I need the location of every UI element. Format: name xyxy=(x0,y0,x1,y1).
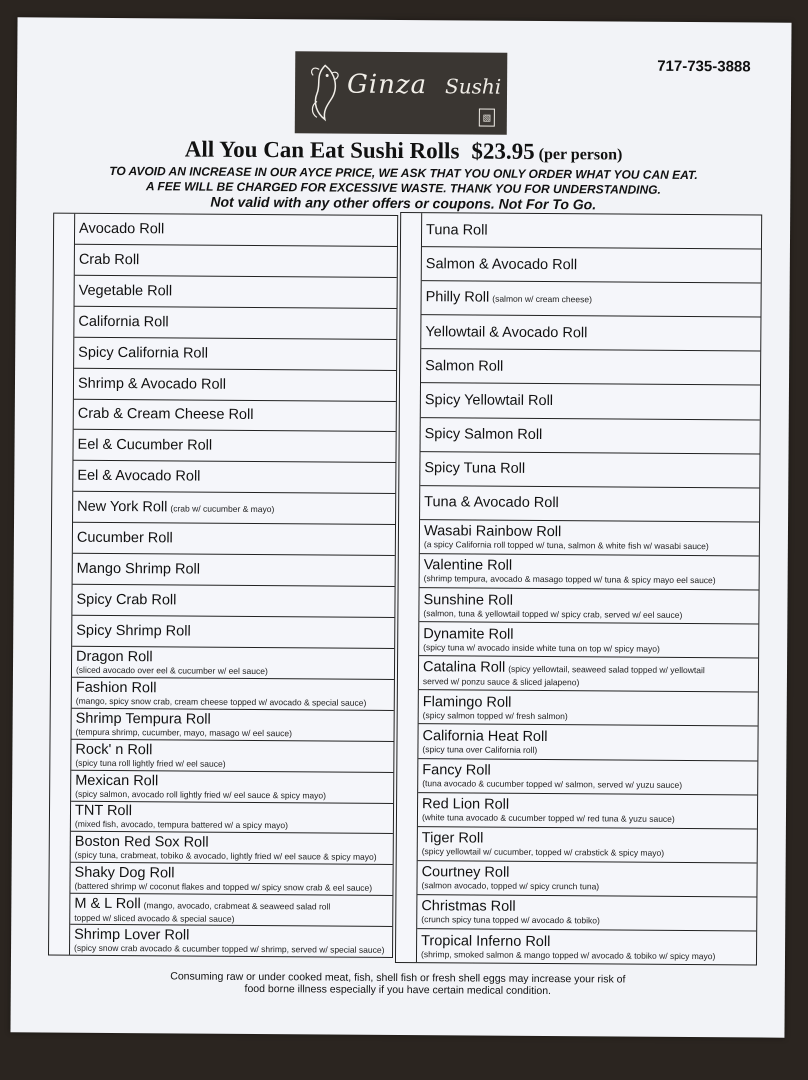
menu-item[interactable] xyxy=(72,647,394,680)
menu-item-name: Crab Roll xyxy=(78,251,140,269)
menu-item-description: (spicy tuna, crabmeat, tobiko & avocado, lightly fried w/ eel sauce & spicy mayo) xyxy=(74,850,377,863)
menu-item-name: Cucumber Roll xyxy=(76,529,173,547)
menu-item-line xyxy=(425,324,760,342)
menu-item[interactable] xyxy=(74,337,396,370)
menu-item[interactable] xyxy=(74,368,396,401)
menu-item[interactable] xyxy=(74,399,396,432)
menu-item-line xyxy=(78,437,396,455)
menu-item-line xyxy=(78,375,396,393)
menu-item-description: topped w/ sliced avocado & special sauce) xyxy=(74,912,235,924)
menu-item-note: (crab w/ cucumber & mayo) xyxy=(170,503,275,514)
menu-item-name: Courtney Roll xyxy=(421,864,510,882)
menu-item-description: (salmon, tuna & yellowtail topped w/ spicy crab, served w/ eel sauce) xyxy=(423,607,683,620)
menu-item-description: (spicy tuna roll lightly fried w/ eel sauce) xyxy=(75,757,226,769)
menu-item[interactable] xyxy=(71,770,393,803)
menu-item[interactable] xyxy=(73,430,395,463)
menu-item[interactable] xyxy=(422,213,761,249)
menu-item[interactable] xyxy=(418,759,757,795)
menu-item-line xyxy=(76,623,394,641)
menu-item-line xyxy=(425,392,760,410)
menu-item-name: M & L Roll xyxy=(74,895,141,912)
menu-item[interactable] xyxy=(420,554,759,590)
menu-item[interactable] xyxy=(419,622,758,658)
menu-item[interactable] xyxy=(419,656,758,692)
menu-item[interactable] xyxy=(73,523,395,556)
menu-item-note: (mango, avocado, crabmeat & seaweed salad roll xyxy=(143,899,331,912)
menu-item-name: Yellowtail & Avocado Roll xyxy=(425,323,588,342)
menu-item-name: Spicy Yellowtail Roll xyxy=(424,392,554,410)
menu-item-name: Spicy Shrimp Roll xyxy=(76,622,191,640)
menu-item[interactable] xyxy=(421,350,760,386)
menu-item-line xyxy=(426,256,761,274)
menu-item-name: Shrimp Tempura Roll xyxy=(75,710,211,728)
menu-item-name: Red Lion Roll xyxy=(422,796,510,813)
menu-item-description: (a spicy California roll topped w/ tuna, salmon & white fish w/ wasabi sauce) xyxy=(423,539,709,552)
menu-item[interactable] xyxy=(74,306,396,339)
menu-paper xyxy=(10,17,791,1037)
menu-item-line xyxy=(77,561,395,579)
menu-item[interactable] xyxy=(70,925,392,957)
menu-item-name: Boston Red Sox Roll xyxy=(74,834,209,852)
menu-item-name: Eel & Avocado Roll xyxy=(77,468,201,485)
menu-item-line xyxy=(79,283,397,301)
menu-item-line xyxy=(79,221,397,239)
notice-line-1: TO AVOID AN INCREASE IN OUR AYCE PRICE, WE ASK THAT YOU ONLY ORDER WHAT YOU CAN EAT. xyxy=(109,163,698,183)
phone-number: 717-735-3888 xyxy=(657,57,751,76)
menu-item[interactable] xyxy=(418,725,757,761)
menu-item-description: (mixed fish, avocado, tempura battered w/ a spicy mayo) xyxy=(74,819,289,831)
menu-item[interactable] xyxy=(421,281,760,317)
menu-item-name: Shaky Dog Roll xyxy=(74,865,175,882)
menu-item[interactable] xyxy=(73,554,395,587)
menu-item-description: (spicy salmon, avocado roll lightly fried w/ eel sauce & spicy mayo) xyxy=(75,788,327,801)
menu-item-description: served w/ ponzu sauce & sliced jalapeno) xyxy=(422,676,580,688)
menu-item-name: Spicy California Roll xyxy=(78,344,209,362)
menu-item-description: (tempura shrimp, cucumber, mayo, masago w/ eel sauce) xyxy=(75,726,292,738)
menu-item-name: Spicy Tuna Roll xyxy=(424,460,526,478)
menu-item-note: (salmon w/ cream cheese) xyxy=(492,293,592,305)
menu-item[interactable] xyxy=(419,588,758,624)
menu-item-line xyxy=(78,344,396,362)
menu-item-name: Shrimp Lover Roll xyxy=(74,926,190,944)
menu-item-line xyxy=(424,460,759,478)
menu-item[interactable] xyxy=(421,384,760,420)
menu-item-line xyxy=(76,592,394,610)
menu-item-description: (spicy salmon topped w/ fresh salmon) xyxy=(422,710,568,722)
menu-item-name: Tropical Inferno Roll xyxy=(421,932,551,950)
menu-item[interactable] xyxy=(420,452,759,488)
menu-column-left xyxy=(48,213,398,958)
menu-item[interactable] xyxy=(70,894,392,927)
menu-item[interactable] xyxy=(421,315,760,351)
menu-list-left xyxy=(70,214,397,957)
menu-item-description: (mango, spicy snow crab, cream cheese topped w/ avocado & special sauce) xyxy=(75,695,367,708)
menu-item[interactable] xyxy=(75,245,397,278)
menu-item-name: Salmon & Avocado Roll xyxy=(425,255,578,273)
menu-item-description: (crunch spicy tuna topped w/ avocado & tobiko) xyxy=(421,914,600,926)
menu-item-name: New York Roll xyxy=(77,498,168,516)
menu-item-name: Christmas Roll xyxy=(421,898,516,916)
menu-item-name: Sunshine Roll xyxy=(423,591,514,609)
restaurant-logo xyxy=(295,51,508,134)
menu-item-name: Tuna & Avocado Roll xyxy=(424,494,559,512)
menu-item[interactable] xyxy=(73,461,395,494)
menu-item-name: California Roll xyxy=(78,313,169,331)
menu-item[interactable] xyxy=(419,690,758,726)
menu-item-name: Rock' n Roll xyxy=(75,741,153,758)
menu-item-description: (battered shrimp w/ coconut flakes and topped w/ spicy snow crab & eel sauce) xyxy=(74,881,373,894)
menu-item-name: Crab & Cream Cheese Roll xyxy=(77,406,254,424)
menu-item-name: Dragon Roll xyxy=(76,648,153,666)
menu-item-name: Tiger Roll xyxy=(421,830,484,847)
menu-item-name: Avocado Roll xyxy=(79,220,165,238)
menu-item[interactable] xyxy=(422,247,761,283)
menu-item-description: (spicy tuna over California roll) xyxy=(422,744,538,755)
menu-item-description: (spicy tuna w/ avocado inside white tuna on top w/ spicy mayo) xyxy=(423,641,660,654)
page-title xyxy=(17,135,791,166)
menu-item[interactable] xyxy=(71,739,393,772)
menu-item[interactable] xyxy=(418,793,757,829)
menu-item-name: Mexican Roll xyxy=(75,772,159,789)
menu-item-line xyxy=(77,498,395,517)
per-person-label: (per person) xyxy=(538,145,623,164)
menu-item-name: Shrimp & Avocado Roll xyxy=(77,375,227,393)
logo-text-sushi: Sushi xyxy=(444,74,502,99)
warning-line-1: Consuming raw or under cooked meat, fish, shell fish or fresh shell eggs may increase your risk of xyxy=(170,970,626,986)
logo-text: Ginza xyxy=(346,69,428,101)
menu-list-right xyxy=(417,213,761,964)
menu-item[interactable] xyxy=(417,929,756,964)
menu-item-line xyxy=(79,252,397,270)
menu-item-description: (spicy yellowtail w/ cucumber, topped w/ crabstick & spicy mayo) xyxy=(421,846,665,859)
menu-item-name: Fashion Roll xyxy=(75,679,157,697)
menu-item-name: Wasabi Rainbow Roll xyxy=(423,523,562,541)
notice-line-2: A FEE WILL BE CHARGED FOR EXCESSIVE WASTE. THANK YOU FOR UNDERSTANDING. xyxy=(145,179,661,197)
menu-item-name: Mango Shrimp Roll xyxy=(76,560,201,578)
menu-item[interactable] xyxy=(71,832,393,865)
menu-item-name: Fancy Roll xyxy=(422,762,491,779)
menu-item-name: Philly Roll xyxy=(425,289,490,306)
menu-item[interactable] xyxy=(73,492,395,525)
menu-item-line xyxy=(425,426,760,444)
menu-item-name: Vegetable Roll xyxy=(78,282,173,300)
menu-item[interactable] xyxy=(71,801,393,834)
menu-item-line xyxy=(78,406,396,424)
seal-icon: ▧ xyxy=(479,109,495,127)
menu-item[interactable] xyxy=(70,863,392,896)
menu-item[interactable] xyxy=(418,827,757,863)
menu-item-line xyxy=(425,358,760,376)
menu-item[interactable] xyxy=(75,276,397,309)
menu-item-name: Salmon Roll xyxy=(425,358,504,375)
menu-item[interactable] xyxy=(72,678,394,711)
menu-item-name: Catalina Roll xyxy=(422,659,506,676)
menu-item-description: (tuna avocado & cucumber topped w/ salmon, served w/ yuzu sauce) xyxy=(422,778,683,791)
menu-item[interactable] xyxy=(417,861,756,897)
menu-item[interactable] xyxy=(417,895,756,931)
menu-item-name: Valentine Roll xyxy=(423,557,513,575)
menu-item-description: (spicy snow crab avocado & cucumber topped w/ shrimp, served w/ special sauce) xyxy=(74,942,385,956)
menu-item-line xyxy=(78,313,396,331)
menu-item-line xyxy=(77,530,395,548)
menu-item-name: Flamingo Roll xyxy=(422,694,512,711)
menu-item[interactable] xyxy=(72,616,394,649)
menu-column-right xyxy=(395,212,762,966)
menu-item-description: (shrimp tempura, avocado & masago topped w/ tuna & spicy mayo eel sauce) xyxy=(423,573,716,586)
menu-item-description: (salmon avocado, topped w/ spicy crunch tuna) xyxy=(421,880,600,892)
notice-line-3: Not valid with any other offers or coupons. Not For To Go. xyxy=(210,193,597,213)
menu-item[interactable] xyxy=(420,520,759,556)
menu-item-line xyxy=(426,289,761,308)
menu-item-line xyxy=(426,222,761,240)
menu-item-name: Spicy Salmon Roll xyxy=(424,426,543,444)
menu-item-description: (white tuna avocado & cucumber topped w/ red tuna & yuzu sauce) xyxy=(421,812,675,825)
menu-item[interactable] xyxy=(75,214,397,247)
menu-item[interactable] xyxy=(72,585,394,618)
health-warning xyxy=(11,969,785,998)
menu-item-description: (shrimp, smoked salmon & mango topped w/ avocado & tobiko w/ spicy mayo) xyxy=(420,948,716,961)
menu-item-note: (spicy yellowtail, seaweed salad topped w/ yellowtail xyxy=(508,664,705,676)
menu-item-line xyxy=(424,494,759,512)
menu-item-description: (sliced avocado over eel & cucumber w/ eel sauce) xyxy=(75,664,268,676)
title-text: All You Can Eat Sushi Rolls xyxy=(184,136,460,164)
menu-item-name: Eel & Cucumber Roll xyxy=(77,437,213,455)
menu-item-name: Spicy Crab Roll xyxy=(76,591,177,609)
koi-fish-icon xyxy=(305,61,345,123)
menu-item-name: California Heat Roll xyxy=(422,728,548,745)
menu-item-name: TNT Roll xyxy=(74,803,133,820)
menu-item-line xyxy=(77,468,395,486)
warning-line-2: food borne illness especially if you have certain medical condition. xyxy=(244,982,552,998)
menu-item[interactable] xyxy=(72,708,394,741)
menu-item-name: Tuna Roll xyxy=(426,221,488,239)
menu-item[interactable] xyxy=(421,418,760,454)
price: $23.95 xyxy=(471,138,535,164)
menu-item-name: Dynamite Roll xyxy=(423,625,514,643)
menu-item[interactable] xyxy=(420,486,759,522)
